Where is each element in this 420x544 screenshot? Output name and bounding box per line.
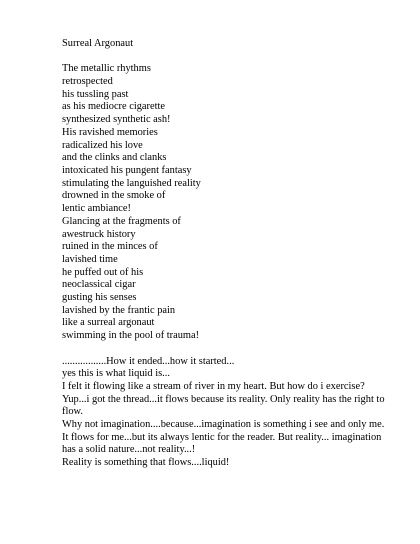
prose-paragraph: Reality is something that flows....liquid!: [62, 457, 230, 469]
poem-line: his tussling past: [62, 88, 129, 100]
poem-line: as his mediocre cigarette: [62, 101, 165, 113]
poem-line: awestruck history: [62, 228, 136, 240]
poem-line: lavished time: [62, 253, 118, 265]
poem-line: and the clinks and clanks: [62, 152, 167, 164]
poem-line: he puffed out of his: [62, 266, 144, 278]
poem-line: swimming in the pool of trauma!: [62, 330, 200, 342]
blank-line: [62, 343, 392, 356]
poem-line: stimulating the languished reality: [62, 177, 201, 189]
blank-line: [62, 51, 392, 64]
poem-line: His ravished memories: [62, 126, 158, 138]
poem: [62, 63, 392, 342]
prose-paragraph: I felt it flowing like a stream of river in my heart. But how do i exercise? Yup...i got the thread...it flows because its reality. Only reality has the right to flow.: [62, 380, 385, 418]
poem-line: lavished by the frantic pain: [62, 304, 176, 316]
poem-line: neoclassical cigar: [62, 279, 136, 291]
document-page: [62, 38, 392, 470]
poem-line: like a surreal argonaut: [62, 317, 155, 329]
prose-paragraph: .................How it ended...how it started...: [62, 355, 235, 367]
poem-line: gusting his senses: [62, 292, 137, 304]
poem-line: Glancing at the fragments of: [62, 215, 181, 227]
poem-line: synthesized synthetic ash!: [62, 114, 171, 126]
poem-line: retrospected: [62, 76, 113, 88]
poem-line: radicalized his love: [62, 139, 143, 151]
poem-line: ruined in the minces of: [62, 241, 158, 253]
prose-paragraph: yes this is what liquid is...: [62, 368, 170, 380]
prose: [62, 356, 392, 470]
document-title: Surreal Argonaut: [62, 38, 134, 49]
poem-line: lentic ambiance!: [62, 203, 131, 215]
poem-line: drowned in the smoke of: [62, 190, 166, 202]
poem-line: The metallic rhythms: [62, 63, 151, 75]
prose-paragraph: Why not imagination....because...imagination is something i see and only me. It flows for me...but its always lentic for the reader. But reality... imagination has a solid nature...not reality...!: [62, 419, 385, 456]
poem-line: intoxicated his pungent fantasy: [62, 165, 192, 176]
